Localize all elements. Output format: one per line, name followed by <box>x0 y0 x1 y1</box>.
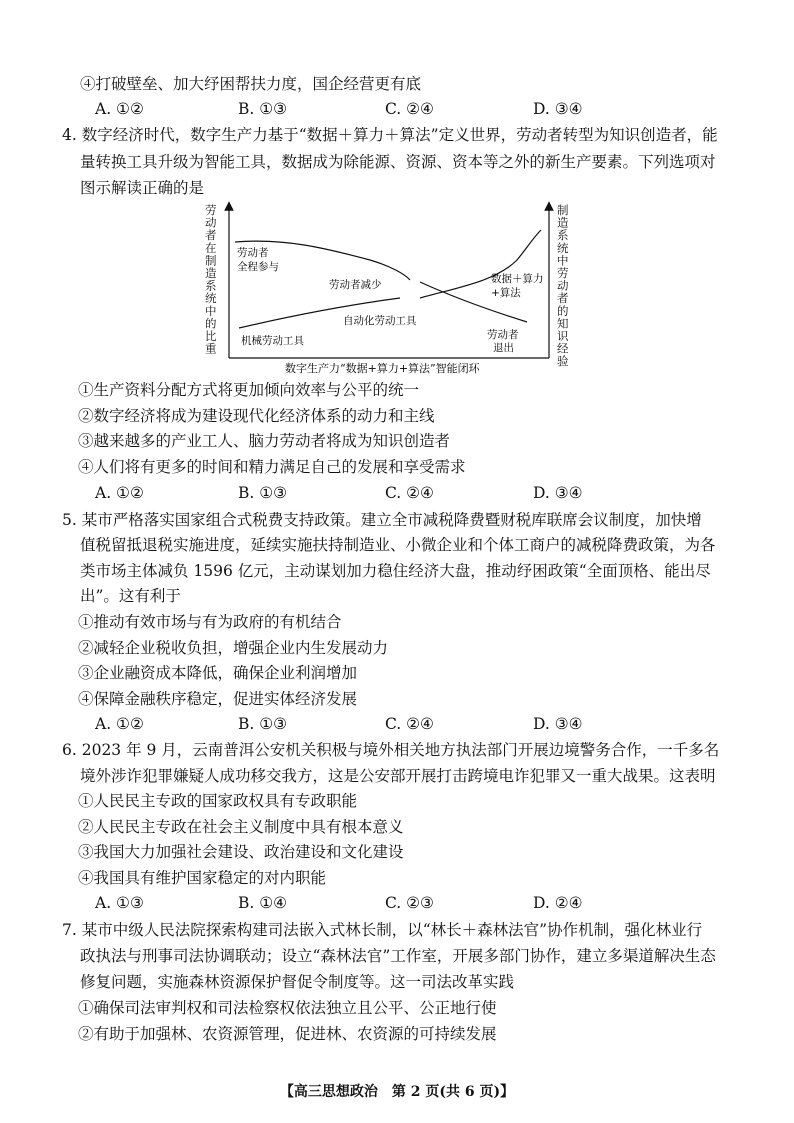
q3-item-4: ④打破壁垒、加大纾困帮扶力度，国企经营更有底 <box>80 75 422 93</box>
q5-option-d[interactable]: D. ③④ <box>533 715 583 733</box>
figure-caption: 数字生产力“数据+算力+算法”智能闭环 <box>285 362 480 375</box>
q4-option-c[interactable]: C. ②④ <box>385 484 434 502</box>
q5-item-2: ②减轻企业税收负担，增强企业内生发展动力 <box>78 639 389 657</box>
q4-option-d[interactable]: D. ③④ <box>533 484 583 502</box>
q4-option-b[interactable]: B. ①③ <box>238 484 288 502</box>
q3-option-c[interactable]: C. ②④ <box>385 100 434 118</box>
q6-stem-line-1: 6. 2023 年 9 月，云南普洱公安机关积极与境外相关地方执法部门开展边境警务合作，一千多名 <box>62 741 720 759</box>
q5-stem-line-2: 值税留抵退税实施进度，延续实施扶持制造业、小微企业和个体工商户的减税降费政策，为各 <box>80 536 716 554</box>
q6-option-d[interactable]: D. ②④ <box>533 894 583 912</box>
label-data-compute-2: +算法 <box>491 287 521 299</box>
q5-option-b[interactable]: B. ①③ <box>238 715 288 733</box>
q6-option-b[interactable]: B. ①④ <box>238 894 288 912</box>
q3-option-a[interactable]: A. ①② <box>95 100 144 118</box>
q5-item-1: ①推动有效市场与有为政府的有机结合 <box>78 613 342 631</box>
q4-stem-line-2: 量转换工具升级为智能工具，数据成为除能源、资源、资本等之外的新生产要素。下列选项对 <box>80 153 716 171</box>
q7-item-2: ②有助于加强林、农资源管理，促进林、农资源的可持续发展 <box>78 1025 497 1043</box>
q4-option-a[interactable]: A. ①② <box>95 484 144 502</box>
left-axis-label: 劳动者在制造系统中的比重 <box>205 203 217 356</box>
label-mechanical-tools: 机械劳动工具 <box>241 335 304 347</box>
label-workers-exit-2: 退出 <box>493 342 514 354</box>
q7-item-1: ①确保司法审判权和司法检察权依法独立且公平、公正地行使 <box>78 999 497 1017</box>
label-full-participation-2: 全程参与 <box>237 261 279 273</box>
q4-item-2: ②数字经济将成为建设现代化经济体系的动力和主线 <box>78 407 435 425</box>
label-workers-exit-1: 劳动者 <box>487 329 519 341</box>
q6-item-2: ②人民民主专政在社会主义制度中具有根本意义 <box>78 818 404 836</box>
q4-item-4: ④人们将有更多的时间和精力满足自己的发展和享受需求 <box>78 458 466 476</box>
label-data-compute-1: 数据＋算力 <box>491 273 544 285</box>
q4-item-3: ③越来越多的产业工人、脑力劳动者将成为知识创造者 <box>78 432 451 450</box>
q6-stem-line-2: 境外涉诈犯罪嫌疑人成功移交我方，这是公安部开展打击跨境电诈犯罪又一重大战果。这表明 <box>80 767 716 785</box>
curve-data-compute <box>420 230 541 298</box>
q6-option-a[interactable]: A. ①③ <box>95 894 144 912</box>
q6-item-3: ③我国大力加强社会建设、政治建设和文化建设 <box>78 843 404 861</box>
q6-item-1: ①人民民主专政的国家政权具有专政职能 <box>78 792 358 810</box>
q6-option-c[interactable]: C. ②③ <box>385 894 434 912</box>
q5-option-c[interactable]: C. ②④ <box>385 715 434 733</box>
q4-item-1: ①生产资料分配方式将更加倾向效率与公平的统一 <box>78 381 420 399</box>
page-footer: 【高三思想政治 第 2 页(共 6 页)】 <box>279 1084 515 1100</box>
q5-stem-line-3: 类市场主体减负 1596 亿元，主动谋划加力稳住经济大盘，推动纾困政策“全面顶格、能出尽 <box>80 562 711 580</box>
q7-stem-line-3: 修复问题，实施森林资源保护督促令制度等。这一司法改革实践 <box>80 973 515 991</box>
q5-stem-line-4: 出”。这有利于 <box>80 587 181 605</box>
label-automation-tools: 自动化劳动工具 <box>343 315 417 327</box>
q6-item-4: ④我国具有维护国家稳定的对内职能 <box>78 869 327 887</box>
q5-stem-line-1: 5. 某市严格落实国家组合式税费支持政策。建立全市减税降费暨财税库联席会议制度，加快增 <box>62 511 702 529</box>
q4-stem-line-3: 图示解读正确的是 <box>80 179 205 197</box>
q4-stem-line-1: 4. 数字经济时代，数字生产力基于“数据＋算力＋算法”定义世界，劳动者转型为知识创造者，能 <box>62 126 718 144</box>
label-workers-decrease: 劳动者减少 <box>329 279 382 291</box>
q7-stem-line-2: 政执法与刑事司法协调联动；设立“森林法官”工作室，开展多部门协作，建立多渠道解决生态 <box>80 947 716 965</box>
q5-item-4: ④保障金融秩序稳定，促进实体经济发展 <box>78 690 358 708</box>
q5-item-3: ③企业融资成本降低，确保企业利润增加 <box>78 664 358 682</box>
label-full-participation-1: 劳动者 <box>237 247 269 259</box>
q7-stem-line-1: 7. 某市中级人民法院探索构建司法嵌入式林长制，以“林长＋森林法官”协作机制，强化林业行 <box>62 921 703 939</box>
q5-option-a[interactable]: A. ①② <box>95 715 144 733</box>
q4-figure <box>195 200 585 375</box>
q3-option-b[interactable]: B. ①③ <box>238 100 288 118</box>
q3-option-d[interactable]: D. ③④ <box>533 100 583 118</box>
right-axis-label: 制造系统中劳动者的知识经验 <box>557 203 569 369</box>
